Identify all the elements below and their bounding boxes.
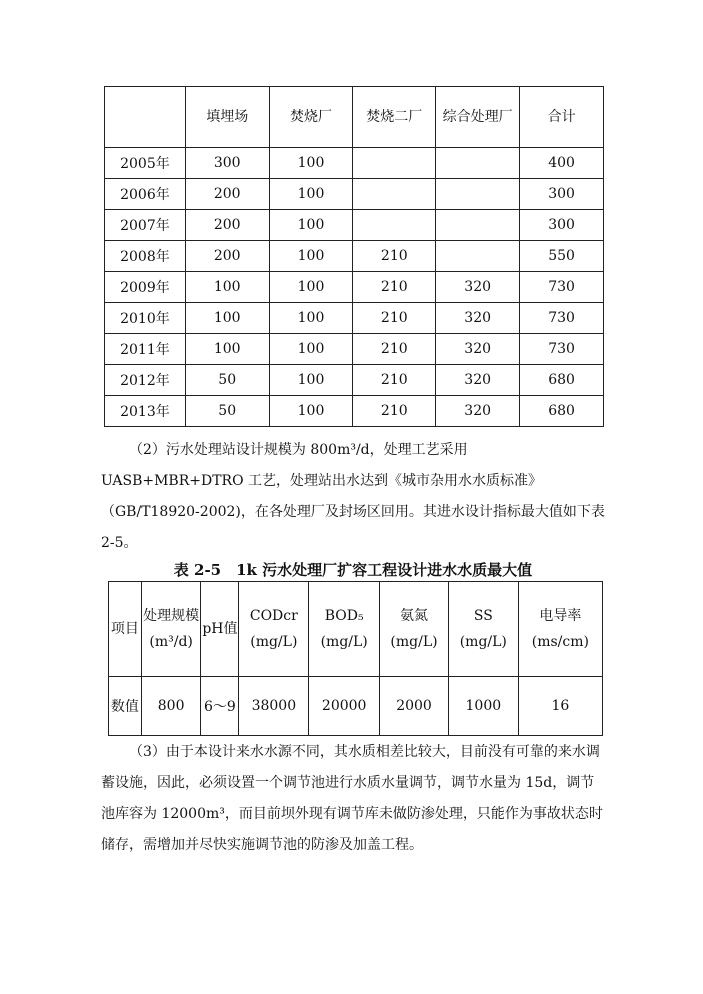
table-cell: 50 — [185, 396, 269, 427]
header-cell: 处理规模 (m³/d) — [141, 582, 201, 677]
table-row — [105, 396, 604, 427]
table-row — [105, 148, 604, 179]
table-cell: 2006年 — [105, 179, 186, 210]
table-cell: 680 — [520, 365, 604, 396]
table-cell: 730 — [520, 334, 604, 365]
table-cell: 400 — [520, 148, 604, 179]
header-cell: 填埋场 — [185, 87, 269, 148]
table-cell: 100 — [269, 210, 353, 241]
header-cell: 焚烧厂 — [269, 87, 353, 148]
header-cell: 氨氮 (mg/L) — [380, 582, 449, 677]
paragraph-2: （2）污水处理站设计规模为 800m³/d，处理工艺采用UASB+MBR+DTRO 工艺，处理站出水达到《城市杂用水水质标准》（GB/T18920-2002)，在各处理厂及封场区回用。其进水设计指标最大值如下表 2-5。 — [101, 442, 605, 551]
table-header-row — [109, 582, 603, 677]
table-cell: 730 — [520, 303, 604, 334]
table-caption: 表 2-5 1k 污水处理厂扩容工程设计进水水质最大值 — [173, 561, 533, 579]
header-cell: BOD₅ (mg/L) — [309, 582, 380, 677]
header-cell: pH值 — [201, 582, 239, 677]
table-cell — [436, 241, 520, 272]
table-cell — [436, 210, 520, 241]
table-cell: 2007年 — [105, 210, 186, 241]
header-cell: 焚烧二厂 — [353, 87, 436, 148]
table-cell: 数值 — [109, 677, 142, 736]
header-cell: 电导率 (ms/cm) — [518, 582, 602, 677]
table-cell: 2013年 — [105, 396, 186, 427]
table-cell: 320 — [436, 334, 520, 365]
table-cell: 16 — [518, 677, 602, 736]
table-cell: 100 — [269, 365, 353, 396]
table-cell: 550 — [520, 241, 604, 272]
table-cell: 200 — [185, 179, 269, 210]
table-cell: 100 — [269, 179, 353, 210]
table-row — [109, 677, 603, 736]
table-cell: 100 — [269, 148, 353, 179]
table-cell: 320 — [436, 303, 520, 334]
table-cell: 210 — [353, 396, 436, 427]
table-cell — [353, 210, 436, 241]
table-cell: 6～9 — [201, 677, 239, 736]
table-cell — [436, 148, 520, 179]
table-cell — [436, 179, 520, 210]
table-cell: 320 — [436, 365, 520, 396]
header-cell: 综合处理厂 — [436, 87, 520, 148]
table-cell: 100 — [269, 396, 353, 427]
table-cell: 200 — [185, 241, 269, 272]
table-cell: 320 — [436, 396, 520, 427]
table-cell — [353, 179, 436, 210]
table-row — [105, 210, 604, 241]
water-quality-table — [108, 581, 603, 736]
header-cell: 合计 — [520, 87, 604, 148]
table-row — [105, 303, 604, 334]
table-cell: 100 — [269, 303, 353, 334]
table-cell: 2005年 — [105, 148, 186, 179]
table-cell — [353, 148, 436, 179]
table-cell: 2000 — [380, 677, 449, 736]
table-cell: 100 — [269, 334, 353, 365]
table-cell: 680 — [520, 396, 604, 427]
table-cell: 100 — [185, 334, 269, 365]
table-cell: 300 — [520, 210, 604, 241]
table-cell: 210 — [353, 272, 436, 303]
table-cell: 2009年 — [105, 272, 186, 303]
table-cell: 730 — [520, 272, 604, 303]
table-row — [105, 365, 604, 396]
table-cell: 100 — [185, 272, 269, 303]
table-cell: 100 — [269, 272, 353, 303]
table-row — [105, 241, 604, 272]
table-row — [105, 334, 604, 365]
table-cell: 320 — [436, 272, 520, 303]
table-cell: 2010年 — [105, 303, 186, 334]
table-cell: 210 — [353, 241, 436, 272]
table-cell: 300 — [520, 179, 604, 210]
table-cell: 20000 — [309, 677, 380, 736]
table-cell: 800 — [141, 677, 201, 736]
table-row — [105, 272, 604, 303]
header-cell: CODcr (mg/L) — [239, 582, 309, 677]
header-cell: 项目 — [109, 582, 142, 677]
table-cell: 2008年 — [105, 241, 186, 272]
table-cell: 300 — [185, 148, 269, 179]
table-row — [105, 179, 604, 210]
table-cell: 38000 — [239, 677, 309, 736]
paragraph-3: （3）由于本设计来水水源不同，其水质相差比较大，目前没有可靠的来水调蓄设施，因此，必须设置一个调节池进行水质水量调节，调节水量为 15d，调节池库容为 12000m³，而目前坝外现有调节库未做防渗处理，只能作为事故状态时储存，需增加并尽快实施调节池的防渗及加盖工程。 — [101, 744, 603, 853]
table-header-row — [105, 87, 604, 148]
table-cell: 210 — [353, 365, 436, 396]
table-cell: 2011年 — [105, 334, 186, 365]
table-cell: 1000 — [448, 677, 518, 736]
table-cell: 2012年 — [105, 365, 186, 396]
table-cell: 210 — [353, 334, 436, 365]
waste-facility-table — [104, 86, 604, 427]
table-cell: 100 — [185, 303, 269, 334]
table-cell: 210 — [353, 303, 436, 334]
table-cell: 50 — [185, 365, 269, 396]
table-cell: 200 — [185, 210, 269, 241]
header-cell — [105, 87, 186, 148]
header-cell: SS (mg/L) — [448, 582, 518, 677]
table-cell: 100 — [269, 241, 353, 272]
